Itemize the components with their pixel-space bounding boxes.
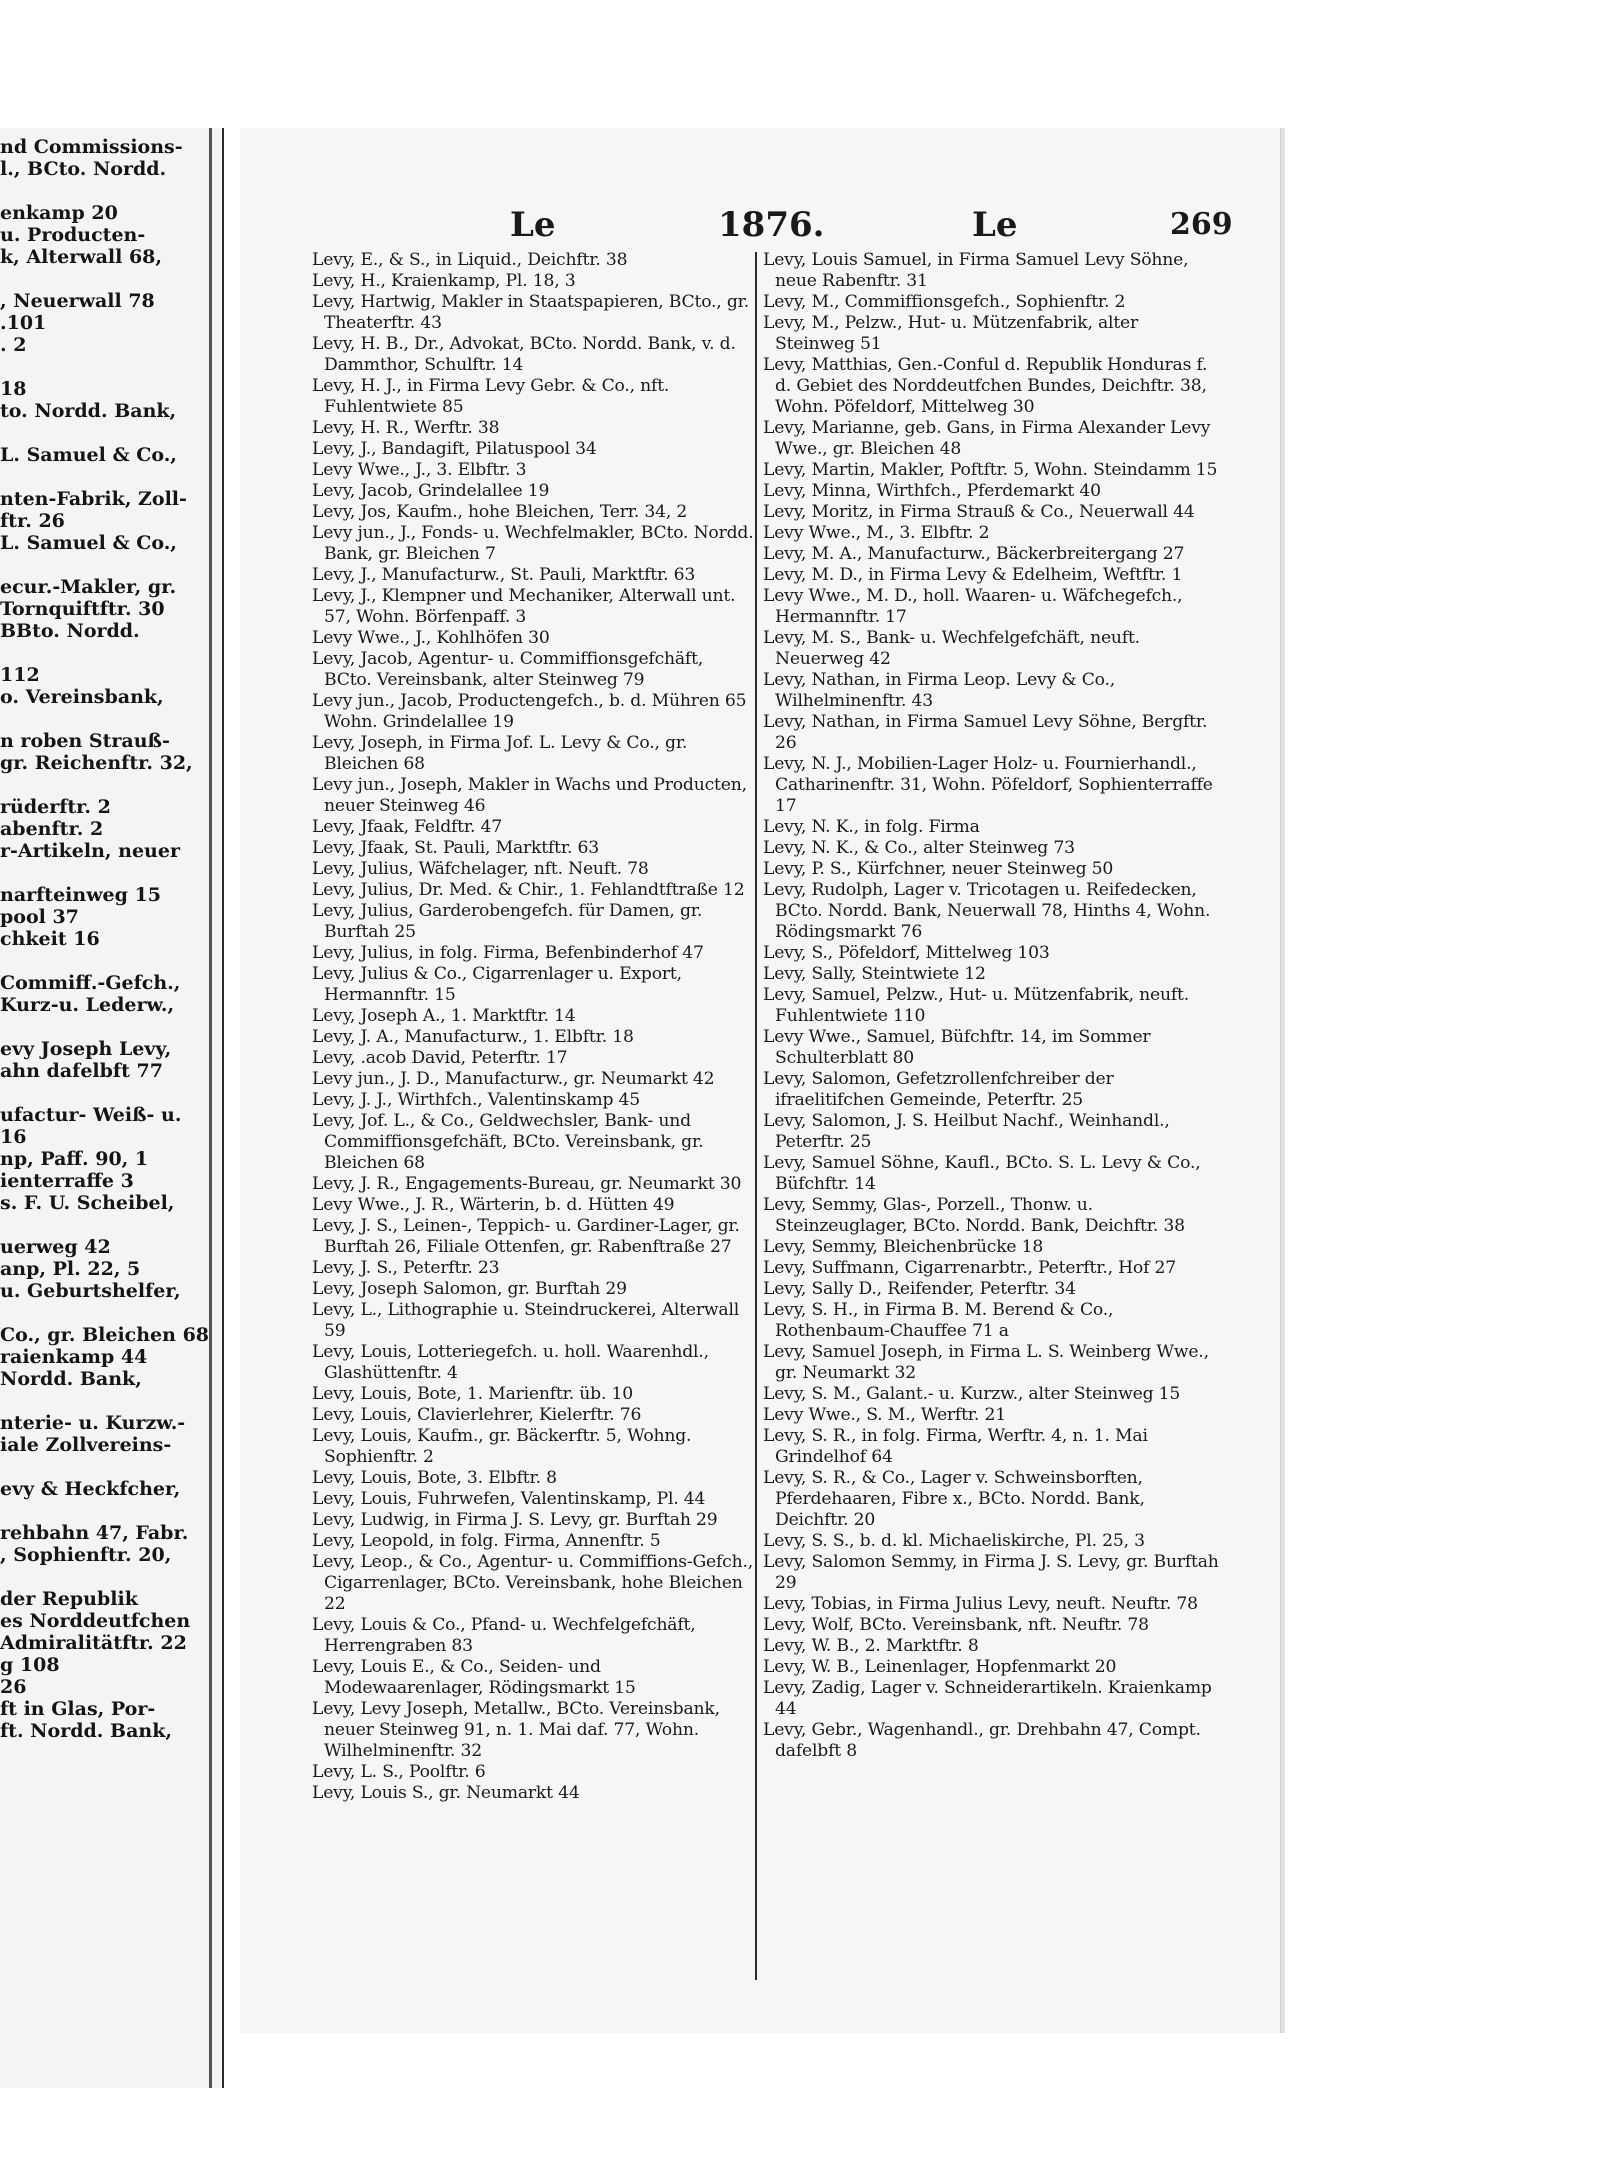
directory-entry: Levy, Louis & Co., Pfand- u. Wechfelgefchäft, Herrengraben 83 <box>312 1615 696 1656</box>
directory-entry: Levy, Jfaak, Feldftr. 47 <box>312 817 502 837</box>
directory-entry: Levy, Joseph A., 1. Marktftr. 14 <box>312 1006 576 1026</box>
facing-page-line: pool 37 <box>0 906 79 928</box>
facing-page-line: n roben Strauß- <box>0 730 170 752</box>
directory-entry: Levy, Nathan, in Firma Samuel Levy Söhne, Bergftr. 26 <box>763 712 1208 753</box>
directory-entry: Levy, Louis, Fuhrwefen, Valentinskamp, Pl. 44 <box>312 1489 706 1509</box>
directory-entry: Levy Wwe., S. M., Werftr. 21 <box>763 1405 1006 1425</box>
facing-page-line: 26 <box>0 1676 27 1698</box>
directory-entry: Levy, Louis, Bote, 1. Marienftr. üb. 10 <box>312 1384 633 1404</box>
directory-entry: Levy, Julius, Garderobengefch. für Damen, gr. Burftah 25 <box>312 901 703 942</box>
directory-entry: Levy jun., Joseph, Makler in Wachs und Producten, neuer Steinweg 46 <box>312 775 747 816</box>
directory-entry: Levy Wwe., J., Kohlhöfen 30 <box>312 628 550 648</box>
directory-entry: Levy Wwe., M. D., holl. Waaren- u. Wäfchegefch., Hermannftr. 17 <box>763 586 1183 627</box>
facing-page-line: ft in Glas, Por- <box>0 1698 156 1720</box>
directory-entry: Levy, M. A., Manufacturw., Bäckerbreitergang 27 <box>763 544 1185 564</box>
directory-entry: Levy, Salomon, J. S. Heilbut Nachf., Weinhandl., Peterftr. 25 <box>763 1111 1170 1152</box>
facing-page-line: enkamp 20 <box>0 202 118 224</box>
facing-page-line: s. F. U. Scheibel, <box>0 1192 175 1214</box>
facing-page-line: Admiralitätftr. 22 <box>0 1632 187 1654</box>
facing-page-line: 18 <box>0 378 27 400</box>
directory-entry: Levy, J. J., Wirthfch., Valentinskamp 45 <box>312 1090 640 1110</box>
directory-entry: Levy, Matthias, Gen.-Conful d. Republik Honduras f. d. Gebiet des Norddeutfchen Bundes, Deichftr. 38, Wohn. Pöfeldorf, Mittelweg 30 <box>763 355 1208 417</box>
facing-page-line: nd Commissions- <box>0 136 183 158</box>
header-right-letters: Le <box>972 205 1018 245</box>
directory-entry: Levy, H. J., in Firma Levy Gebr. & Co., nft. Fuhlentwiete 85 <box>312 376 670 417</box>
directory-entry: Levy, Ludwig, in Firma J. S. Levy, gr. Burftah 29 <box>312 1510 718 1530</box>
directory-entry: Levy, Minna, Wirthfch., Pferdemarkt 40 <box>763 481 1101 501</box>
directory-entry: Levy, Tobias, in Firma Julius Levy, neuft. Neuftr. 78 <box>763 1594 1198 1614</box>
directory-entry: Levy, M. D., in Firma Levy & Edelheim, Weftftr. 1 <box>763 565 1183 585</box>
facing-page-line: Kurz-u. Lederw., <box>0 994 175 1016</box>
page-header <box>0 205 1600 245</box>
directory-entry: Levy, J. R., Engagements-Bureau, gr. Neumarkt 30 <box>312 1174 742 1194</box>
directory-entry: Levy, S. H., in Firma B. M. Berend & Co., Rothenbaum-Chauffee 71 a <box>763 1300 1114 1341</box>
page-gutter <box>209 128 212 2088</box>
directory-entry: Levy, S. R., in folg. Firma, Werftr. 4, n. 1. Mai Grindelhof 64 <box>763 1426 1148 1467</box>
directory-entry: Levy, Suffmann, Cigarrenarbtr., Peterftr., Hof 27 <box>763 1258 1176 1278</box>
directory-entry: Levy, Julius, Dr. Med. & Chir., 1. Fehlandtftraße 12 <box>312 880 745 900</box>
directory-entry: Levy, Jacob, Agentur- u. Commiffionsgefchäft, BCto. Vereinsbank, alter Steinweg 79 <box>312 649 704 690</box>
directory-entry: Levy, Martin, Makler, Poftftr. 5, Wohn. Steindamm 15 <box>763 460 1218 480</box>
directory-entry: Levy, Julius, in folg. Firma, Befenbinderhof 47 <box>312 943 704 963</box>
directory-entry: Levy, L. S., Poolftr. 6 <box>312 1762 486 1782</box>
directory-entry: Levy, N. K., in folg. Firma <box>763 817 980 837</box>
facing-page-line: nterie- u. Kurzw.- <box>0 1412 186 1434</box>
directory-entry: Levy, Jacob, Grindelallee 19 <box>312 481 550 501</box>
directory-entry: Levy, Samuel Joseph, in Firma L. S. Weinberg Wwe., gr. Neumarkt 32 <box>763 1342 1209 1383</box>
directory-entry: Levy Wwe., J., 3. Elbftr. 3 <box>312 460 527 480</box>
facing-page-line: 16 <box>0 1126 27 1148</box>
facing-page-line: .101 <box>0 312 47 334</box>
directory-entry: Levy, Louis Samuel, in Firma Samuel Levy Söhne, neue Rabenftr. 31 <box>763 250 1189 291</box>
facing-page-line: ecur.-Makler, gr. <box>0 576 177 598</box>
facing-page-line: ienterraffe 3 <box>0 1170 134 1192</box>
directory-entry: Levy, Julius, Wäfchelager, nft. Neuft. 78 <box>312 859 649 879</box>
facing-page-line: rehbahn 47, Fabr. <box>0 1522 189 1544</box>
facing-page-line: es Norddeutfchen <box>0 1610 191 1632</box>
directory-entry: Levy, Joseph Salomon, gr. Burftah 29 <box>312 1279 627 1299</box>
facing-page-line: chkeit 16 <box>0 928 100 950</box>
facing-page-line: gr. Reichenftr. 32, <box>0 752 193 774</box>
directory-entry: Levy, W. B., 2. Marktftr. 8 <box>763 1636 979 1656</box>
directory-entry: Levy, Semmy, Bleichenbrücke 18 <box>763 1237 1044 1257</box>
facing-page-line: r-Artikeln, neuer <box>0 840 180 862</box>
directory-entry: Levy, Joseph, in Firma Jof. L. Levy & Co., gr. Bleichen 68 <box>312 733 688 774</box>
directory-entry: Levy, J. S., Leinen-, Teppich- u. Gardiner-Lager, gr. Burftah 26, Filiale Ottenfen, gr. Rabenftraße 27 <box>312 1216 740 1257</box>
directory-entry: Levy, E., & S., in Liquid., Deichftr. 38 <box>312 250 628 270</box>
directory-entry: Levy, M., Pelzw., Hut- u. Mützenfabrik, alter Steinweg 51 <box>763 313 1139 354</box>
directory-entry: Levy, Marianne, geb. Gans, in Firma Alexander Levy Wwe., gr. Bleichen 48 <box>763 418 1211 459</box>
facing-page-line: raienkamp 44 <box>0 1346 148 1368</box>
facing-page-line: , Sophienftr. 20, <box>0 1544 172 1566</box>
facing-page-line: nten-Fabrik, Zoll- <box>0 488 187 510</box>
facing-page-line: 112 <box>0 664 40 686</box>
directory-entry: Levy, H. B., Dr., Advokat, BCto. Nordd. Bank, v. d. Dammthor, Schulftr. 14 <box>312 334 736 375</box>
header-left-letters: Le <box>510 205 556 245</box>
directory-entry: Levy, Louis, Bote, 3. Elbftr. 8 <box>312 1468 557 1488</box>
facing-page-line: Tornquiftftr. 30 <box>0 598 165 620</box>
facing-page-line: L. Samuel & Co., <box>0 444 177 466</box>
column-divider <box>755 252 757 1980</box>
directory-entry: Levy, Louis, Clavierlehrer, Kielerftr. 76 <box>312 1405 642 1425</box>
directory-column-left <box>312 250 754 1804</box>
directory-entry: Levy, Wolf, BCto. Vereinsbank, nft. Neuftr. 78 <box>763 1615 1149 1635</box>
directory-entry: Levy, Zadig, Lager v. Schneiderartikeln. Kraienkamp 44 <box>763 1678 1212 1719</box>
facing-page-line: abenftr. 2 <box>0 818 104 840</box>
directory-entry: Levy jun., Jacob, Productengefch., b. d. Mühren 65 Wohn. Grindelallee 19 <box>312 691 747 732</box>
facing-page-line: l., BCto. Nordd. <box>0 158 167 180</box>
facing-page-line: k, Alterwall 68, <box>0 246 163 268</box>
directory-entry: Levy, J., Bandagift, Pilatuspool 34 <box>312 439 597 459</box>
facing-page-line: anp, Pl. 22, 5 <box>0 1258 141 1280</box>
directory-entry: Levy, N. J., Mobilien-Lager Holz- u. Fournierhandl., Catharinenftr. 31, Wohn. Pöfeldorf, Sophienterraffe 17 <box>763 754 1213 816</box>
facing-page-line: g 108 <box>0 1654 60 1676</box>
directory-entry: Levy, Jos, Kaufm., hohe Bleichen, Terr. 34, 2 <box>312 502 688 522</box>
directory-entry: Levy, J., Klempner und Mechaniker, Alterwall unt. 57, Wohn. Börfenpaff. 3 <box>312 586 736 627</box>
directory-entry: Levy, Semmy, Glas-, Porzell., Thonw. u. Steinzeuglager, BCto. Nordd. Bank, Deichftr. 38 <box>763 1195 1185 1236</box>
directory-entry: Levy, Levy Joseph, Metallw., BCto. Vereinsbank, neuer Steinweg 91, n. 1. Mai daf. 77, Wohn. Wilhelminenftr. 32 <box>312 1699 720 1761</box>
facing-page-line: . 2 <box>0 334 27 356</box>
facing-page-line: to. Nordd. Bank, <box>0 400 177 422</box>
facing-page-fragment <box>0 128 224 2088</box>
directory-entry: Levy, S. S., b. d. kl. Michaeliskirche, Pl. 25, 3 <box>763 1531 1145 1551</box>
facing-page-line: ft. Nordd. Bank, <box>0 1720 172 1742</box>
directory-entry: Levy, Leopold, in folg. Firma, Annenftr. 5 <box>312 1531 661 1551</box>
directory-entry: Levy, Nathan, in Firma Leop. Levy & Co., Wilhelminenftr. 43 <box>763 670 1116 711</box>
facing-page-line: evy Joseph Levy, <box>0 1038 172 1060</box>
directory-entry: Levy, Louis E., & Co., Seiden- und Modewaarenlager, Rödingsmarkt 15 <box>312 1657 636 1698</box>
directory-column-right <box>763 250 1219 1762</box>
directory-entry: Levy, W. B., Leinenlager, Hopfenmarkt 20 <box>763 1657 1117 1677</box>
directory-entry: Levy, S. R., & Co., Lager v. Schweinsborften, Pferdehaaren, Fibre x., BCto. Nordd. Bank, Deichftr. 20 <box>763 1468 1145 1530</box>
directory-entry: Levy, J., Manufacturw., St. Pauli, Marktftr. 63 <box>312 565 696 585</box>
directory-entry: Levy, Samuel Söhne, Kaufl., BCto. S. L. Levy & Co., Büfchftr. 14 <box>763 1153 1201 1194</box>
directory-entry: Levy, .acob David, Peterftr. 17 <box>312 1048 568 1068</box>
directory-entry: Levy, Samuel, Pelzw., Hut- u. Mützenfabrik, neuft. Fuhlentwiete 110 <box>763 985 1190 1026</box>
directory-entry: Levy, Gebr., Wagenhandl., gr. Drehbahn 47, Compt. dafelbft 8 <box>763 1720 1201 1761</box>
facing-page-line: rüderftr. 2 <box>0 796 111 818</box>
directory-entry: Levy, Sally D., Reifender, Peterftr. 34 <box>763 1279 1076 1299</box>
facing-page-line: ahn dafelbft 77 <box>0 1060 163 1082</box>
facing-page-line: der Republik <box>0 1588 138 1610</box>
directory-entry: Levy, Rudolph, Lager v. Tricotagen u. Reifedecken, BCto. Nordd. Bank, Neuerwall 78, Hinths 4, Wohn. Rödingsmarkt 76 <box>763 880 1211 942</box>
facing-page-line: Nordd. Bank, <box>0 1368 142 1390</box>
directory-entry: Levy, Louis, Kaufm., gr. Bäckerftr. 5, Wohng. Sophienftr. 2 <box>312 1426 692 1467</box>
facing-page-line: Co., gr. Bleichen 68 <box>0 1324 210 1346</box>
facing-page-line: uerweg 42 <box>0 1236 111 1258</box>
facing-page-line: , Neuerwall 78 <box>0 290 155 312</box>
facing-page-line: ufactur- Weiß- u. <box>0 1104 182 1126</box>
directory-entry: Levy, Leop., & Co., Agentur- u. Commiffions-Gefch., Cigarrenlager, BCto. Vereinsbank, hohe Bleichen 22 <box>312 1552 753 1614</box>
facing-page-line: BBto. Nordd. <box>0 620 140 642</box>
directory-entry: Levy Wwe., J. R., Wärterin, b. d. Hütten 49 <box>312 1195 675 1215</box>
directory-entry: Levy Wwe., Samuel, Büfchftr. 14, im Sommer Schulterblatt 80 <box>763 1027 1151 1068</box>
directory-entry: Levy jun., J. D., Manufacturw., gr. Neumarkt 42 <box>312 1069 715 1089</box>
directory-entry: Levy, L., Lithographie u. Steindruckerei, Alterwall 59 <box>312 1300 740 1341</box>
page-number: 269 <box>1170 207 1233 242</box>
directory-entry: Levy, H. R., Werftr. 38 <box>312 418 500 438</box>
facing-page-line: ftr. 26 <box>0 510 65 532</box>
directory-entry: Levy, M. S., Bank- u. Wechfelgefchäft, neuft. Neuerweg 42 <box>763 628 1140 669</box>
facing-page-line: u. Geburtshelfer, <box>0 1280 181 1302</box>
directory-entry: Levy, Jof. L., & Co., Geldwechsler, Bank- und Commiffionsgefchäft, BCto. Vereinsbank, gr. Bleichen 68 <box>312 1111 704 1173</box>
directory-entry: Levy, Salomon, Gefetzrollenfchreiber der ifraelitifchen Gemeinde, Peterftr. 25 <box>763 1069 1114 1110</box>
directory-entry: Levy, Sally, Steintwiete 12 <box>763 964 986 984</box>
directory-entry: Levy, J. S., Peterftr. 23 <box>312 1258 500 1278</box>
directory-entry: Levy, M., Commiffionsgefch., Sophienftr. 2 <box>763 292 1126 312</box>
directory-entry: Levy, Julius & Co., Cigarrenlager u. Export, Hermannftr. 15 <box>312 964 682 1005</box>
facing-page-line: evy & Heckfcher, <box>0 1478 181 1500</box>
directory-entry: Levy, Hartwig, Makler in Staatspapieren, BCto., gr. Theaterftr. 43 <box>312 292 750 333</box>
directory-entry: Levy, Salomon Semmy, in Firma J. S. Levy, gr. Burftah 29 <box>763 1552 1219 1593</box>
facing-page-line: iale Zollvereins- <box>0 1434 172 1456</box>
directory-entry: Levy, N. K., & Co., alter Steinweg 73 <box>763 838 1075 858</box>
facing-page-line: Commiff.-Gefch., <box>0 972 181 994</box>
directory-entry: Levy, J. A., Manufacturw., 1. Elbftr. 18 <box>312 1027 634 1047</box>
directory-entry: Levy, Moritz, in Firma Strauß & Co., Neuerwall 44 <box>763 502 1195 522</box>
facing-page-line: L. Samuel & Co., <box>0 532 177 554</box>
directory-entry: Levy Wwe., M., 3. Elbftr. 2 <box>763 523 990 543</box>
facing-page-line: u. Producten- <box>0 224 146 246</box>
directory-entry: Levy, Jfaak, St. Pauli, Marktftr. 63 <box>312 838 599 858</box>
directory-entry: Levy, S., Pöfeldorf, Mittelweg 103 <box>763 943 1050 963</box>
directory-entry: Levy, S. M., Galant.- u. Kurzw., alter Steinweg 15 <box>763 1384 1181 1404</box>
facing-page-line: narfteinweg 15 <box>0 884 161 906</box>
directory-entry: Levy jun., J., Fonds- u. Wechfelmakler, BCto. Nordd. Bank, gr. Bleichen 7 <box>312 523 754 564</box>
directory-entry: Levy, Louis S., gr. Neumarkt 44 <box>312 1783 580 1803</box>
facing-page-line: o. Vereinsbank, <box>0 686 164 708</box>
directory-entry: Levy, P. S., Kürfchner, neuer Steinweg 50 <box>763 859 1114 879</box>
facing-page-line: np, Paff. 90, 1 <box>0 1148 149 1170</box>
directory-entry: Levy, Louis, Lotteriegefch. u. holl. Waarenhdl., Glashüttenftr. 4 <box>312 1342 709 1383</box>
header-year: 1876. <box>718 205 825 245</box>
directory-entry: Levy, H., Kraienkamp, Pl. 18, 3 <box>312 271 576 291</box>
